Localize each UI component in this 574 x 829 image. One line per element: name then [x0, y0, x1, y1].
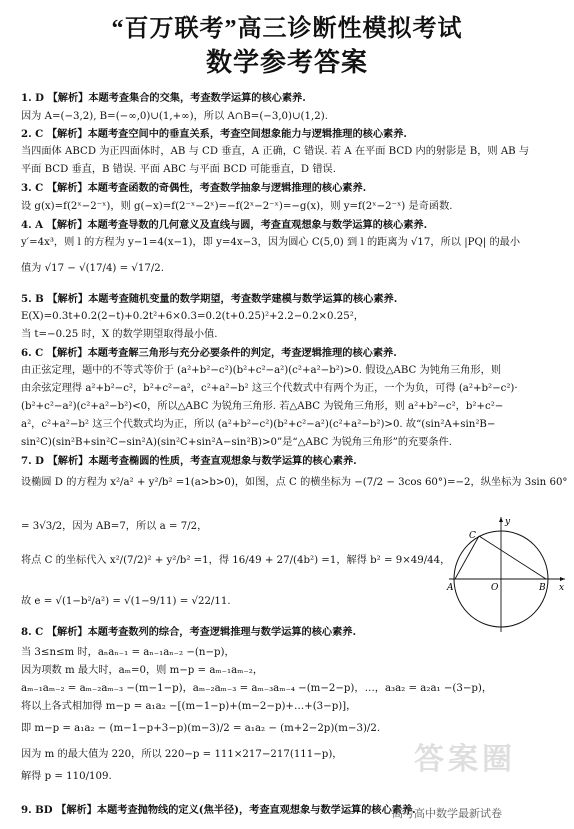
solution-line: sin²C)(sin²B+sin²C−sin²A)(sin²C+sin²A−sin²B)>0”是“△ABC 为锐角三角形”的充要条件. [21, 437, 453, 448]
solution-line: 由正弦定理，题中的不等式等价于 (a²+b²−c²)(b²+c²−a²)(c²+a²−b²)>0. 假设△ABC 为钝角三角形，则 [21, 365, 502, 376]
solution-line: 将以上各式相加得 m−p = a₁a₂ −[(m−1−p)+(m−2−p)+…+(3−p)]， [21, 701, 357, 712]
watermark-stamp: 答案圈 [414, 742, 516, 777]
ellipse-figure [449, 514, 567, 634]
solution-line: 设 g(x)=f(2ˣ−2⁻ˣ)，则 g(−x)=f(2⁻ˣ−2ˣ)=−f(2ˣ−2⁻ˣ)=−g(x)，则 y=f(2ˣ−2⁻ˣ) 是奇函数. [21, 201, 453, 212]
origin-label: O [491, 583, 499, 593]
solution-line: = 3√3/2，因为 AB=7，所以 a = 7/2， [21, 521, 208, 532]
solution-line: E(X)=0.3t+0.2(2−t)+0.2t²+6×0.3=0.2(t+0.25)²+2.2−0.2×0.25²， [21, 311, 364, 322]
solution-line: 值为 √17 − √(17/4) = √17/2. [21, 263, 165, 274]
question-heading: 7. D 【解析】本题考查椭圆的性质，考查直观想象与数学运算的核心素养. [21, 455, 357, 467]
solution-line: 因为项数 m 最大时，aₘ=0，则 m−p = aₘ₋₁aₘ₋₂， [21, 665, 264, 676]
y-axis-label: y [505, 517, 511, 527]
solution-line: (b²+c²−a²)(c²+a²−b²)<0，所以△ABC 为锐角三角形. 若△ABC 为锐角三角形，则 a²+b²−c²，b²+c²− [21, 401, 504, 412]
question-heading: 8. C 【解析】本题考查数列的综合，考查逻辑推理与数学运算的核心素养. [21, 626, 357, 638]
answer-title: 数学参考答案 [205, 48, 368, 77]
question-heading: 1. D 【解析】本题考查集合的交集，考查数学运算的核心素养. [21, 92, 306, 104]
question-heading: 5. B 【解析】本题考查随机变量的数学期望，考查数学建模与数学运算的核心素养. [21, 293, 398, 305]
solution-line: 由余弦定理得 a²+b²−c²，b²+c²−a²，c²+a²−b² 这三个代数式中有两个为正，一个为负，可得 (a²+b²−c²)· [21, 383, 518, 394]
question-heading: 6. C 【解析】本题考查解三角形与充分必要条件的判定，考查逻辑推理的核心素养. [21, 347, 397, 359]
question-heading: 2. C 【解析】本题考查空间中的垂直关系，考查空间想象能力与逻辑推理的核心素养. [21, 128, 407, 140]
solution-line: 当 3≤n≤m 时，aₙaₙ₋₁ = aₙ₋₁aₙ₋₂ −(n−p)， [21, 647, 235, 658]
solution-line: 平面 BCD 垂直，B 错误. 平面 ABC 与平面 BCD 可能垂直，D 错误. [21, 164, 336, 175]
watermark-footer: 高考高中数学最新试卷 [392, 807, 502, 820]
point-c-label: C [469, 531, 476, 541]
solution-line: a²，c²+a²−b² 这三个代数式均为正，所以 (a²+b²−c²)(b²+c²−a²)(c²+a²−b²)>0. 故“(sin²A+sin²B− [21, 419, 496, 430]
exam-title: “百万联考”高三诊断性模拟考试 [111, 16, 463, 42]
point-a-label: A [447, 583, 454, 593]
solution-line: 故 e = √(1−b²/a²) = √(1−9/11) = √22/11. [21, 596, 231, 607]
solution-line: 将点 C 的坐标代入 x²/(7/2)² + y²/b² =1，得 16/49 + 27/(4b²) =1，解得 b² = 9×49/44， [21, 555, 451, 566]
question-heading: 4. A 【解析】本题考查导数的几何意义及直线与圆，考查直观想象与数学运算的核心素养. [21, 219, 428, 231]
solution-line: 当四面体 ABCD 为正四面体时，AB 与 CD 垂直，A 正确，C 错误. 若 A 在平面 BCD 内的射影是 B，则 AB 与 [21, 146, 530, 157]
x-axis-label: x [559, 583, 565, 593]
question-heading: 3. C 【解析】本题考查函数的奇偶性，考查数学抽象与逻辑推理的核心素养. [21, 182, 367, 194]
question-heading: 9. BD 【解析】本题考查抛物线的定义(焦半径)，考查直观想象与数学运算的核心素养. [21, 804, 416, 816]
solution-line: y′=4x³，则 l 的方程为 y−1=4(x−1)，即 y=4x−3，因为圆心 C(5,0) 到 l 的距离为 √17，所以 |PQ| 的最小 [21, 237, 521, 248]
solution-line: 即 m−p = a₁a₂ − (m−1−p+3−p)(m−3)/2 = a₁a₂ − (m+2−2p)(m−3)/2. [21, 723, 381, 734]
solution-line: 因为 A=(−3,2), B=(−∞,0)∪(1,+∞)，所以 A∩B=(−3,0)∪(1,2). [21, 111, 328, 122]
solution-line: 当 t=−0.25 时，X 的数学期望取得最小值. [21, 329, 218, 340]
solution-line: 解得 p = 110/109. [21, 771, 112, 782]
point-b-label: B [539, 583, 546, 593]
solution-line: 因为 m 的最大值为 220，所以 220−p = 111×217−217(111−p)， [21, 749, 343, 760]
solution-line: aₘ₋₁aₘ₋₂ = aₘ₋₂aₘ₋₃ −(m−1−p)，aₘ₋₂aₘ₋₃ = aₘ₋₃aₘ₋₄ −(m−2−p)，…，a₃a₂ = a₂a₁ −(3−p)， [21, 683, 493, 694]
solution-line: 设椭圆 D 的方程为 x²/a² + y²/b² =1(a>b>0)，如图，点 C 的横坐标为 −(7/2 − 3cos 60°)=−2，纵坐标为 3sin 60° [21, 477, 568, 488]
